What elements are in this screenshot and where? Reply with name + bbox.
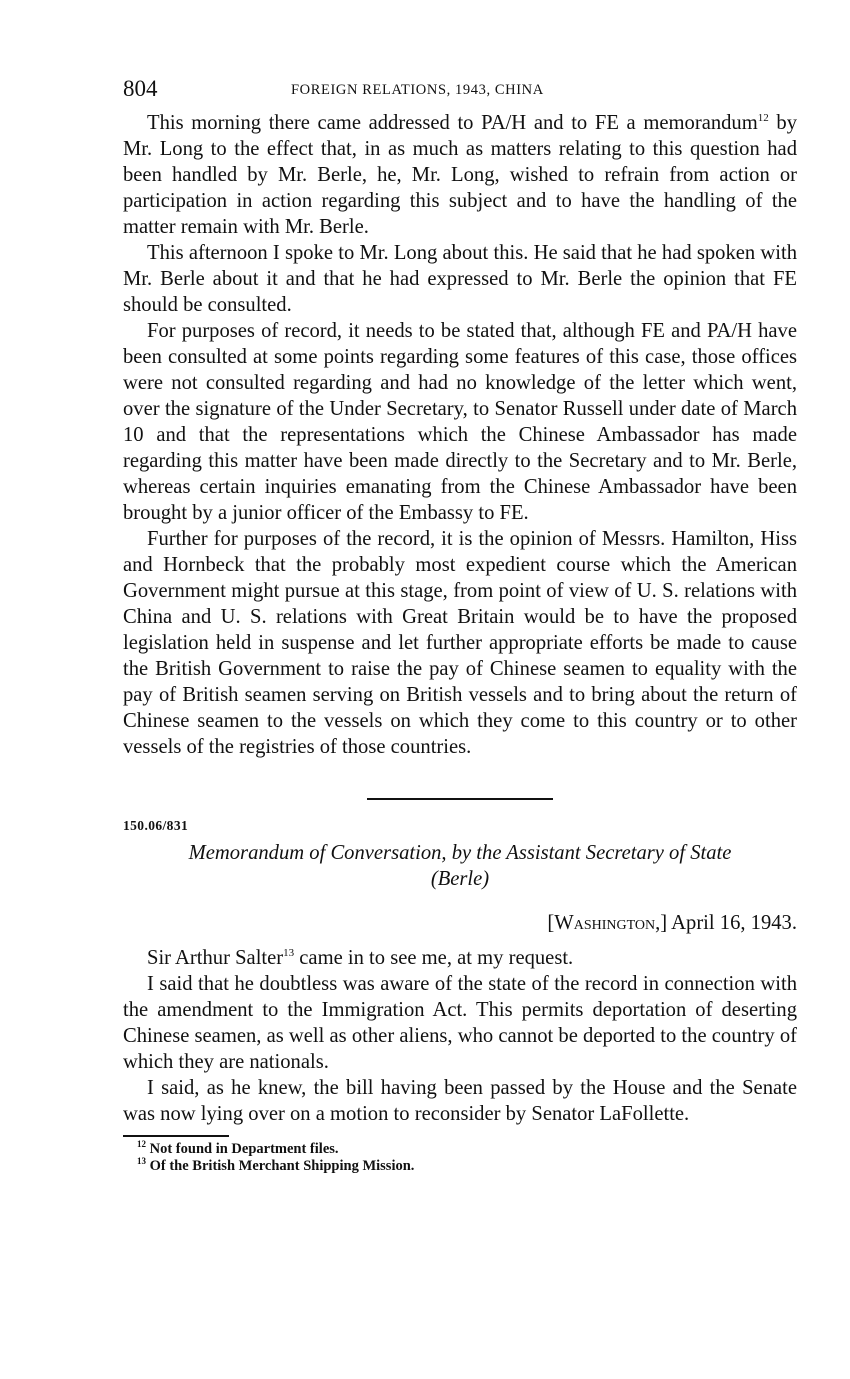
body-paragraph-3: For purposes of record, it needs to be stated that, although FE and PA/H have been consulted at some points regarding some features of this case, those offices were not consulted regarding and had no knowledge of the letter which went, over the signature of the Under Secretary, to Senator Russell under date of March 10 and that the representations which the Chinese Ambassador has made regarding this matter have been made directly to the Secretary and to Mr. Berle, whereas certain inquiries emanating from the Chinese Ambassador have been brought by a junior officer of the Embassy to FE.: [123, 320, 797, 524]
footnote-ref-12: 12: [757, 112, 769, 125]
running-head: [123, 76, 797, 110]
dateline: [123, 912, 797, 935]
paragraph-text: This morning there came addressed to PA/H and to FE a memorandum: [147, 112, 758, 134]
section-divider: [367, 798, 553, 800]
memo-paragraph-2: I said that he doubtless was aware of the state of the record in connection with the amendment to the Immigration Act. This permits deportation of deserting Chinese seamen, as well as other aliens, who cannot be deported to the country of which they are nationals.: [123, 973, 797, 1073]
body-paragraph-4: Further for purposes of the record, it is the opinion of Messrs. Hamilton, Hiss and Hornbeck that the probably most expedient course which the American Government might pursue at this stage, from point of view of U. S. relations with China and U. S. relations with Great Britain would be to have the proposed legislation held in suspense and let further appropriate efforts be made to cause the British Government to raise the pay of Chinese seamen to equality with the pay of British seamen serving on British vessels and to bring about the return of Chinese seamen to the vessels on which they come to this country or to other vessels of the registries of those countries.: [123, 528, 797, 758]
dateline-date: April 16, 1943.: [667, 912, 797, 934]
paragraph-text: came in to see me, at my request.: [294, 947, 574, 969]
dateline-place: [Washington,]: [547, 912, 668, 934]
memo-title-line-1: Memorandum of Conversation, by the Assistant Secretary of State: [188, 842, 732, 864]
body-paragraph-1: [123, 110, 797, 240]
running-title: FOREIGN RELATIONS, 1943, CHINA: [291, 82, 544, 98]
memo-paragraph-3: I said, as he knew, the bill having been passed by the House and the Senate was now lying over on a motion to reconsider by Senator LaFollette.: [123, 1077, 797, 1125]
memo-title-line-2: (Berle): [430, 868, 490, 890]
paragraph-text: by Mr. Long to the effect that, in as much as matters relating to this question had been handled by Mr. Berle, he, Mr. Long, wished to refrain from action or participation in action regarding this subject and to have the handling of the matter remain with Mr. Berle.: [123, 112, 797, 238]
footnote-rule: [123, 1135, 229, 1137]
footnote-12: [137, 1141, 797, 1158]
memo-paragraph-1: [123, 945, 797, 971]
document-page: [123, 76, 797, 1175]
footnote-13: [137, 1158, 797, 1175]
footnote-text: Of the British Merchant Shipping Mission.: [149, 1158, 415, 1174]
page-number: 804: [123, 76, 158, 101]
footnote-ref-13: 13: [283, 947, 295, 960]
memo-title: [123, 840, 797, 892]
body-paragraph-2: This afternoon I spoke to Mr. Long about this. He said that he had spoken with Mr. Berle about it and that he had expressed to Mr. Berle the opinion that FE should be consulted.: [123, 242, 797, 316]
footnote-text: Not found in Department files.: [149, 1141, 339, 1157]
paragraph-text: Sir Arthur Salter: [147, 947, 284, 969]
footnote-marker: 12: [137, 1139, 146, 1150]
footnote-marker: 13: [137, 1156, 146, 1167]
file-number: 150.06/831: [123, 818, 189, 833]
